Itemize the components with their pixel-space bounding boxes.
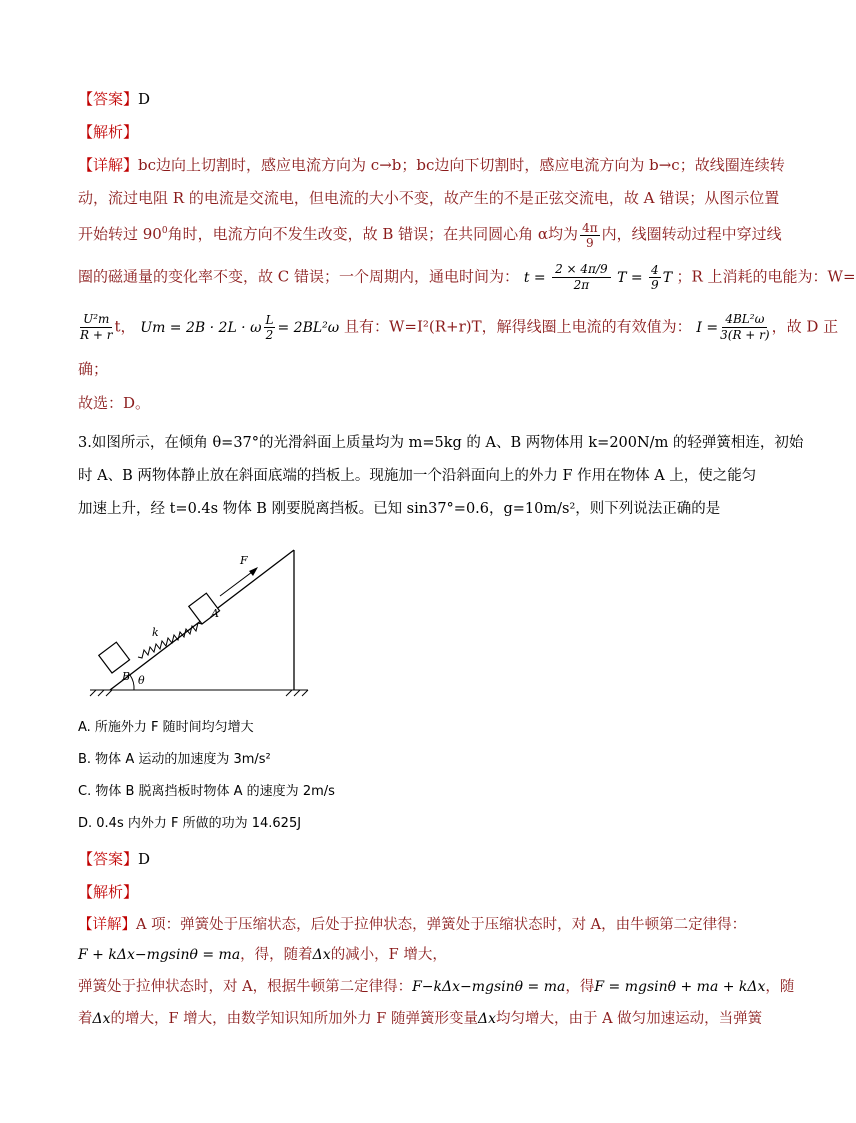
answer-value: D [138,850,151,868]
q3-analysis-label: 【解析】 [78,883,139,901]
eq-T2: T [662,269,673,286]
num: U²m [80,312,112,328]
q2-analysis-label: 【解析】 [78,123,139,141]
den: 9 [586,235,594,250]
label-theta: θ [138,674,145,687]
option-a: A. 所施外力 F 随时间均匀增大 [78,720,254,735]
text: 均匀增大，由于 A 做匀加速运动，当弹簧 [495,1011,763,1027]
text: 的减小，F 增大， [330,947,447,963]
q2-detail-line-5 [78,312,839,343]
delta-x-2: Δx [477,1011,496,1027]
text: t， [114,317,136,336]
label-a: A [211,607,219,620]
current-equation [696,312,771,342]
q3-detail-line-4 [78,1008,763,1030]
answer-label: 【答案】 [78,850,139,868]
equation-2: F = mgsinθ + ma + kΔx [594,979,766,995]
label-b: B [122,670,131,683]
ground [90,690,308,696]
den: R + r [80,328,113,342]
text: 且有：W=I²(R+r)T，解得线圈上电流的有效值为： [343,317,692,336]
eq: I = [696,319,719,336]
q3-answer [78,848,732,870]
spring [138,623,202,658]
q2-detail-line-2: 动，流过电阻 R 的电流是交流电，但电流的大小不变，故产生的不是正弦交流电，故 A 错误；从图示位置 [78,189,780,207]
q2-detail-line-4 [78,262,856,293]
q3-detail-line-2 [78,944,732,966]
text: ；R 上消耗的电能为：W= [676,267,856,286]
equation: F−kΔx−mgsinθ = ma [412,979,566,995]
q2-conclusion: 故选：D。 [78,394,151,412]
text: 的增大，F 增大，由数学知识知所加外力 F 随弹簧形变量 [110,1011,478,1027]
um-equation [140,313,340,342]
detail-label: 【详解】 [78,156,139,174]
num: 4π [582,220,598,235]
option-b: B. 物体 A 运动的加速度为 3m/s² [78,752,271,767]
angle-arc [130,675,134,690]
text: 着 [78,1011,93,1027]
text: 角时，电流方向不发生改变，故 B 错误；在共同圆心角 α均为 [167,225,579,243]
text: 圈的磁通量的变化率不变，故 C 错误；一个周期内，通电时间为： [78,267,520,286]
q3-detail-line-1 [78,914,747,936]
text: ，得 [565,979,595,995]
num: L [265,313,274,327]
detail-label: 【详解】 [78,917,136,933]
answer-value: D [138,90,151,108]
eq-T: T = [617,269,643,286]
text: ，随 [765,979,795,995]
force-arrowhead [249,567,258,576]
eq2: = 2BL²ω [277,319,340,336]
den: 2π [573,278,590,292]
text: bc边向上切割时，感应电流方向为 c→b；bc边向下切割时，感应电流方向为 b→c；故线圈连续转 [138,156,785,174]
option-c: C. 物体 B 脱离挡板时物体 A 的速度为 2m/s [78,784,335,799]
text: 开始转过 90 [78,225,162,243]
eq: Um = 2B · 2L · ω [140,319,262,336]
text: 内，线圈转动过程中穿过线 [601,225,782,243]
incline-spring-figure [86,540,316,705]
q2-answer [78,88,732,110]
label-f: F [240,554,248,567]
superscript: 0 [161,226,168,236]
q2-detail-line-1 [78,154,785,176]
den: 3(R + r) [720,328,770,342]
eq-t: t = [523,269,546,286]
equation: F + kΔx−mgsinθ = ma [78,947,241,963]
den: 2 [265,328,274,342]
option-d: D. 0.4s 内外力 F 所做的功为 14.625J [78,816,302,831]
block-b [99,642,130,673]
time-fraction [552,262,611,293]
q3-question-line-1: 3.如图所示，在倾角 θ=37°的光滑斜面上质量均为 m=5kg 的 A、B 两物体用 k=200N/m 的轻弹簧相连，初始 [78,435,804,451]
energy-fraction [78,312,114,342]
q3-question-line-2: 时 A、B 两物体静止放在斜面底端的挡板上。现施加一个沿斜面向上的外力 F 作用在物体 A 上，使之能匀 [78,468,757,484]
answer-label: 【答案】 [78,90,139,108]
num: 4 [651,263,659,277]
label-k: k [152,626,159,639]
num: 4BL²ω [722,312,767,328]
den: 9 [651,278,659,292]
q3-question-line-3: 加速上升，经 t=0.4s 物体 B 刚要脱离挡板。已知 sin37°=0.6，g=10m/s²，则下列说法正确的是 [78,501,721,517]
text: ，故 D 正 [771,317,839,336]
q2-detail-line-3 [78,220,782,250]
delta-x: Δx [312,947,331,963]
fraction-4pi-9 [580,221,600,250]
q2-detail-line-6: 确； [78,360,109,378]
fraction-4-9 [649,263,661,292]
text: 弹簧处于拉伸状态时，对 A，根据牛顿第二定律得： [78,979,413,995]
q3-detail-line-3 [78,976,795,998]
num: 2 × 4π/9 [552,262,611,278]
text: ，得，随着 [240,947,313,963]
text: A 项：弹簧处于压缩状态，后处于拉伸状态，弹簧处于压缩状态时，对 A，由牛顿第二定律得： [136,917,747,933]
delta-x: Δx [92,1011,111,1027]
